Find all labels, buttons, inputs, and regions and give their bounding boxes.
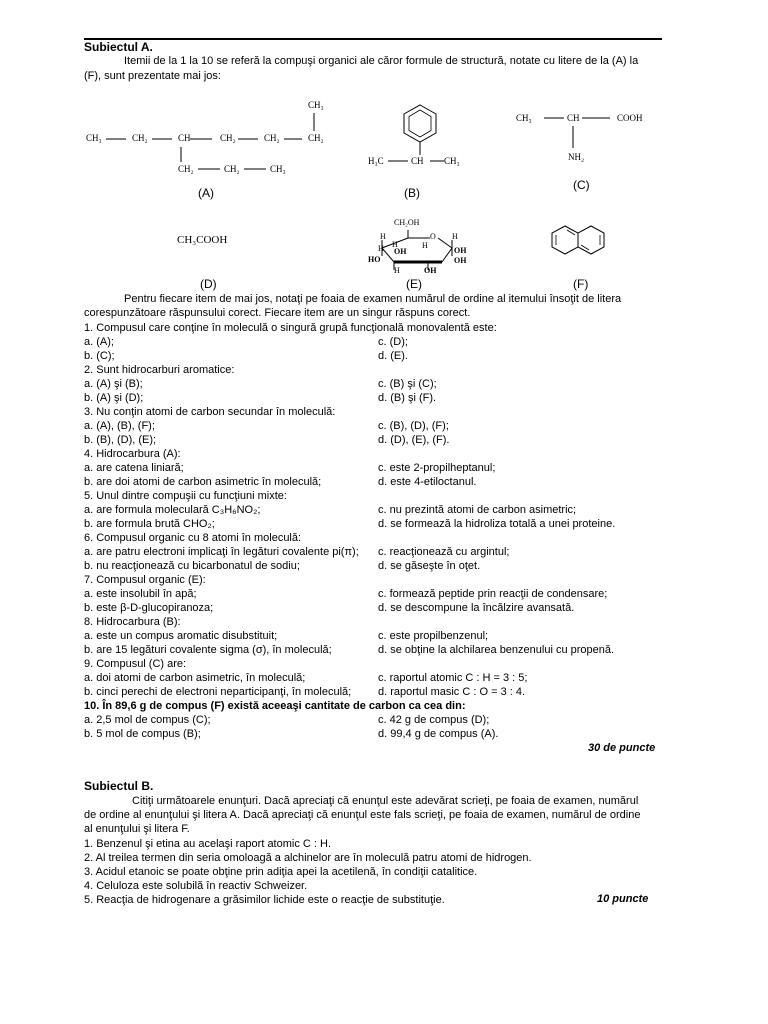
c-ch3: CH₃ <box>516 113 532 123</box>
e-ch2oh: CH₂OH <box>394 218 420 227</box>
statement: 4. Celuloza este solubilă în reactiv Schweizer. <box>84 880 308 892</box>
label-f: (F) <box>573 277 589 291</box>
e-h: H <box>378 244 384 253</box>
option-c: c. formează peptide prin reacţii de condensare; <box>378 588 608 600</box>
option-a: a. este un compus aromatic disubstituit; <box>84 630 278 642</box>
e-oh: OH <box>454 246 467 255</box>
label-e: (E) <box>406 277 422 291</box>
option-a: a. (A) şi (B); <box>84 378 143 390</box>
item-options-row <box>84 713 664 727</box>
option-b: b. are 15 legături covalente sigma (σ), în moleculă; <box>84 644 332 656</box>
a-ch3-top: CH₃ <box>308 100 324 110</box>
subject-a-points: 30 de puncte <box>588 742 656 754</box>
e-oh: OH <box>424 266 437 275</box>
item-question: 6. Compusul organic cu 8 atomi în moleculă: <box>84 532 302 544</box>
option-d: d. se descompune la încălzire avansată. <box>378 602 575 614</box>
item-options-row <box>84 671 664 685</box>
option-a: a. (A), (B), (F); <box>84 420 155 432</box>
subject-b-intro-1: Citiţi următoarele enunţuri. Dacă apreciaţi că enunţul este adevărat scrieţi, pe foaia de examen, numărul <box>132 795 639 807</box>
top-rule <box>84 38 662 40</box>
item-options-row <box>84 475 664 489</box>
item-question: 10. În 89,6 g de compus (F) există aceeaşi cantitate de carbon ca cea din: <box>84 700 466 712</box>
option-c: c. 42 g de compus (D); <box>378 714 490 726</box>
b-ch3: CH₃ <box>444 156 460 166</box>
structure-d: CH₃COOH <box>177 234 228 246</box>
item-options-row <box>84 377 664 391</box>
option-b: b. (B), (D), (E); <box>84 434 157 446</box>
structure-a-bonds <box>84 95 334 185</box>
subject-b-title: Subiectul B. <box>84 779 154 793</box>
item-options-row <box>84 545 664 559</box>
subject-a-intro-2: (F), sunt prezentate mai jos: <box>84 70 221 82</box>
a-ch: CH <box>178 133 191 143</box>
option-d: d. raportul masic C : O = 3 : 4. <box>378 686 526 698</box>
option-c: c. nu prezintă atomi de carbon asimetric; <box>378 504 577 516</box>
option-d: d. este 4-etiloctanul. <box>378 476 477 488</box>
item-options-row <box>84 601 664 615</box>
item-question: 8. Hidrocarbura (B): <box>84 616 181 628</box>
a-ch3: CH₃ <box>86 133 102 143</box>
e-oh: OH <box>394 247 407 256</box>
option-d: d. se găseşte în oţet. <box>378 560 481 572</box>
c-cooh: COOH <box>617 113 643 123</box>
item-options-row <box>84 433 664 447</box>
option-b: b. are formula brută CHO₂; <box>84 518 215 530</box>
item-options-row <box>84 643 664 657</box>
statement: 1. Benzenul şi etina au acelaşi raport atomic C : H. <box>84 838 332 850</box>
e-h: H <box>394 266 400 275</box>
a-ch2: CH₂ <box>308 133 324 143</box>
naphthalene-structure <box>548 222 618 258</box>
item-options-row <box>84 503 664 517</box>
option-d: d. se formează la hidroliza totală a unei proteine. <box>378 518 616 530</box>
option-a: a. este insolubil în apă; <box>84 588 197 600</box>
option-c: c. (D); <box>378 336 408 348</box>
label-b: (B) <box>404 186 420 200</box>
option-a: a. (A); <box>84 336 114 348</box>
item-options-row <box>84 391 664 405</box>
subject-a-title: Subiectul A. <box>84 40 153 54</box>
option-c: c. (B) şi (C); <box>378 378 437 390</box>
option-c: c. (B), (D), (F); <box>378 420 449 432</box>
option-b: b. (C); <box>84 350 115 362</box>
item-question: 3. Nu conţin atomi de carbon secundar în moleculă: <box>84 406 336 418</box>
a-ch3: CH₃ <box>270 164 286 174</box>
option-d: d. (E). <box>378 350 408 362</box>
option-a: a. are patru electroni implicaţi în legături covalente pi(π); <box>84 546 359 558</box>
label-d: (D) <box>200 277 217 291</box>
item-options-row <box>84 727 664 741</box>
option-b: b. nu reacţionează cu bicarbonatul de sodiu; <box>84 560 300 572</box>
item-options-row <box>84 685 664 699</box>
item-options-row <box>84 517 664 531</box>
a-ch2: CH₂ <box>224 164 240 174</box>
option-c: c. este 2-propilheptanul; <box>378 462 496 474</box>
subject-b-intro-3: al enunţului şi litera F. <box>84 823 190 835</box>
item-options-row <box>84 629 664 643</box>
option-d: d. (B) şi (F). <box>378 392 437 404</box>
e-ho: HO <box>368 255 381 264</box>
option-c: c. reacţionează cu argintul; <box>378 546 510 558</box>
e-h: H <box>422 241 428 250</box>
e-o: O <box>430 232 436 241</box>
item-options-row <box>84 559 664 573</box>
option-b: b. 5 mol de compus (B); <box>84 728 201 740</box>
structure-c-bonds <box>530 110 630 155</box>
instructions-1: Pentru fiecare item de mai jos, notaţi pe foaia de examen numărul de ordine al itemului însoţit de litera <box>124 293 622 305</box>
item-question: 2. Sunt hidrocarburi aromatice: <box>84 364 235 376</box>
c-ch: CH <box>567 113 580 123</box>
option-b: b. cinci perechi de electroni neparticipanţi, în moleculă; <box>84 686 352 698</box>
option-c: c. este propilbenzenul; <box>378 630 489 642</box>
option-b: b. are doi atomi de carbon asimetric în moleculă; <box>84 476 322 488</box>
subject-b-intro-2: de ordine al enunţului şi litera A. Dacă apreciaţi că enunţul este fals scrieţi, pe foaia de examen, numărul de ordine <box>84 809 641 821</box>
option-d: d. (D), (E), (F). <box>378 434 450 446</box>
option-d: d. 99,4 g de compus (A). <box>378 728 499 740</box>
option-a: a. 2,5 mol de compus (C); <box>84 714 211 726</box>
instructions-2: corespunzătoare răspunsului corect. Fiecare item are un singur răspuns corect. <box>84 307 471 319</box>
e-h: H <box>392 240 398 249</box>
item-question: 7. Compusul organic (E): <box>84 574 206 586</box>
statement: 3. Acidul etanoic se poate obţine prin adiţia apei la acetilenă, în condiţii catalitice. <box>84 866 478 878</box>
label-a: (A) <box>198 186 214 200</box>
item-options-row <box>84 335 664 349</box>
option-a: a. are formula moleculară C₃H₆NO₂; <box>84 504 261 516</box>
statement: 5. Reacţia de hidrogenare a grăsimilor lichide este o reacţie de substituţie. <box>84 894 445 906</box>
item-question: 1. Compusul care conţine în moleculă o singură grupă funcţională monovalentă este: <box>84 322 497 334</box>
item-question: 9. Compusul (C) are: <box>84 658 187 670</box>
e-h: H <box>452 232 458 241</box>
label-c: (C) <box>573 178 590 192</box>
option-b: b. (A) şi (D); <box>84 392 144 404</box>
item-question: 5. Unul dintre compuşii cu funcţiuni mixte: <box>84 490 287 502</box>
item-options-row <box>84 349 664 363</box>
e-h: H <box>380 232 386 241</box>
option-a: a. are catena liniară; <box>84 462 184 474</box>
b-h3c: H₃C <box>368 156 384 166</box>
option-d: d. se obţine la alchilarea benzenului cu propenă. <box>378 644 615 656</box>
b-ch: CH <box>411 156 424 166</box>
c-nh2: NH₂ <box>568 152 585 162</box>
item-options-row <box>84 461 664 475</box>
item-options-row <box>84 587 664 601</box>
item-question: 4. Hidrocarbura (A): <box>84 448 181 460</box>
option-c: c. raportul atomic C : H = 3 : 5; <box>378 672 528 684</box>
item-options-row <box>84 419 664 433</box>
a-ch2: CH₂ <box>132 133 148 143</box>
a-ch2: CH₂ <box>264 133 280 143</box>
a-ch2: CH₂ <box>220 133 236 143</box>
subject-a-intro-1: Itemii de la 1 la 10 se referă la compuşi organici ale căror formule de structură, notate cu litere de la (A) la <box>124 55 639 67</box>
e-oh: OH <box>454 256 467 265</box>
statement: 2. Al treilea termen din seria omoloagă a alchinelor are în moleculă patru atomi de hidrogen. <box>84 852 532 864</box>
a-ch2: CH₂ <box>178 164 194 174</box>
option-b: b. este β-D-glucopiranoza; <box>84 602 214 614</box>
subject-b-points: 10 puncte <box>597 893 649 905</box>
option-a: a. doi atomi de carbon asimetric, în moleculă; <box>84 672 306 684</box>
